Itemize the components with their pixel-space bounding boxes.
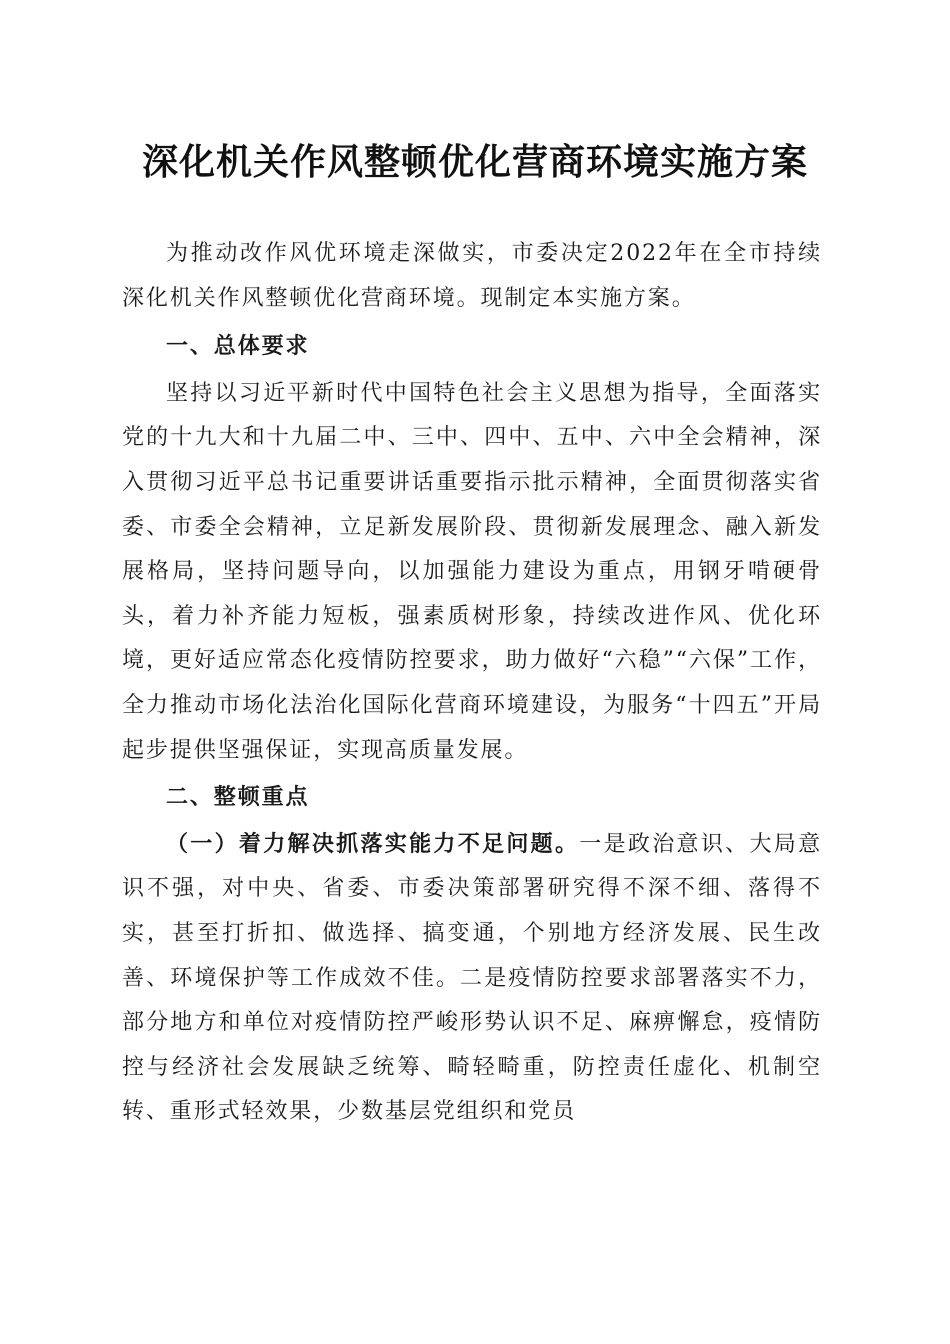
section-paragraph-general-requirements: 坚持以习近平新时代中国特色社会主义思想为指导，全面落实党的十九大和十九届二中、三中、四中、五中、六中全会精神，深入贯彻习近平总书记重要讲话重要指示批示精神，全面贯彻落实省委、市委全会精神，立足新发展阶段、贯彻新发展理念、融入新发展格局，坚持问题导向，以加强能力建设为重点，用钢牙啃硬骨头，着力补齐能力短板，强素质树形象，持续改进作风、优化环境，更好适应常态化疫情防控要求，助力做好“六稳”“六保”工作，全力推动市场化法治化国际化营商环境建设，为服务“十四五”开局起步提供坚强保证，实现高质量发展。 <box>122 380 822 763</box>
section-paragraph-rectification-focus <box>122 823 822 1135</box>
subsection-heading: （一）着力解决抓落实能力不足问题。 <box>166 831 580 857</box>
document-body <box>122 232 822 1135</box>
intro-paragraph: 为推动改作风优环境走深做实，市委决定2022年在全市持续深化机关作风整顿优化营商环境。现制定本实施方案。 <box>122 241 822 311</box>
document-title: 深化机关作风整顿优化营商环境实施方案 <box>141 141 808 183</box>
section-heading-general-requirements: 一、总体要求 <box>166 334 310 360</box>
section-heading-rectification-focus: 二、整顿重点 <box>166 785 310 811</box>
subsection-text: 一是政治意识、大局意识不强，对中央、省委、市委决策部署研究得不深不细、落得不实，甚至打折扣、做选择、搞变通，个别地方经济发展、民生改善、环境保护等工作成效不佳。二是疫情防控要求部署落实不力，部分地方和单位对疫情防控严峻形势认识不足、麻痹懈怠，疫情防控与经济社会发展缺乏统筹、畸轻畸重，防控责任虚化、机制空转、重形式轻效果，少数基层党组织和党员 <box>122 831 822 1125</box>
